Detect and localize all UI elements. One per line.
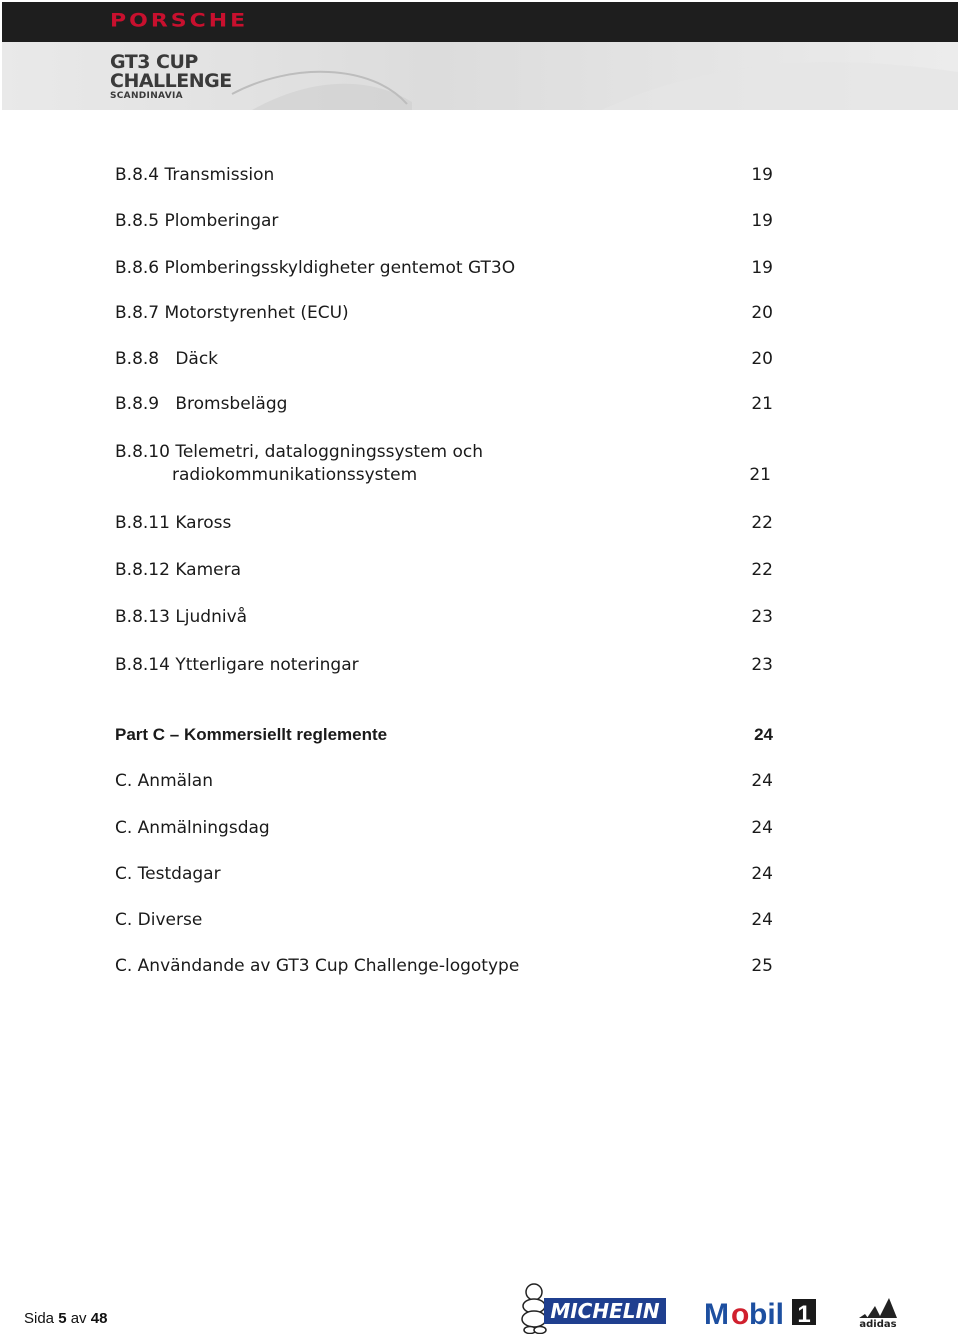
toc-entry-label-continued: radiokommunikationssystem — [172, 465, 418, 485]
toc-entry-page: 19 — [751, 258, 773, 278]
svg-text:M: M — [704, 1298, 729, 1328]
toc-entry-page: 22 — [751, 560, 773, 580]
toc-entry-label: C. Testdagar — [115, 864, 221, 884]
svg-text:1: 1 — [797, 1301, 811, 1328]
toc-entry-page: 23 — [751, 607, 773, 627]
toc-entry-page: 25 — [751, 956, 773, 976]
toc-entry-label: B.8.10 Telemetri, dataloggningssystem och — [115, 442, 483, 462]
adidas-logo — [853, 1296, 903, 1328]
toc-entry-label: B.8.7 Motorstyrenhet (ECU) — [115, 303, 349, 323]
toc-entry-page: 19 — [751, 165, 773, 185]
toc-entry-label: C. Diverse — [115, 910, 203, 930]
toc-entry-label: B.8.14 Ytterligare noteringar — [115, 655, 359, 675]
toc-section-label: Part C – Kommersiellt reglemente — [115, 725, 388, 744]
adidas-wordmark: adidas — [859, 1319, 897, 1328]
toc-entry-page: 24 — [751, 864, 773, 884]
michelin-wordmark: MICHELIN — [550, 1299, 660, 1323]
toc-entry-page: 24 — [751, 771, 773, 791]
porsche-brand-logo: PORSCHE — [110, 10, 249, 32]
toc-entry-page: 20 — [751, 349, 773, 369]
toc-entry-page: 21 — [749, 465, 771, 485]
total-pages-number: 48 — [90, 1310, 108, 1327]
page-number-footer — [24, 1309, 107, 1329]
toc-entry-page: 23 — [751, 655, 773, 675]
svg-text:bil: bil — [749, 1298, 784, 1328]
toc-entry-label: C. Anmälan — [115, 771, 213, 791]
toc-entry-page: 24 — [751, 818, 773, 838]
toc-entry-label: C. Anmälningsdag — [115, 818, 270, 838]
toc-entry-page: 21 — [751, 394, 773, 414]
toc-entry-label: B.8.9 Bromsbelägg — [115, 394, 288, 414]
toc-entry-label: B.8.4 Transmission — [115, 165, 275, 185]
toc-entry-label: B.8.12 Kamera — [115, 560, 242, 580]
toc-entry-label: B.8.11 Kaross — [115, 513, 232, 533]
toc-entry-page: 24 — [751, 910, 773, 930]
toc-entry-page: 22 — [751, 513, 773, 533]
toc-entry-page: 19 — [751, 211, 773, 231]
page-prefix: Sida — [24, 1310, 55, 1327]
toc-section-page: 24 — [754, 725, 773, 744]
svg-text:o: o — [731, 1298, 750, 1328]
toc-entry-label: C. Användande av GT3 Cup Challenge-logotype — [115, 956, 520, 976]
toc-entry-label: B.8.8 Däck — [115, 349, 219, 369]
toc-entry[interactable] — [115, 440, 775, 488]
toc-entry-label: B.8.5 Plomberingar — [115, 211, 279, 231]
toc-entry-label: B.8.6 Plomberingsskyldigheter gentemot GT3O — [115, 258, 516, 278]
toc-entry-page: 20 — [751, 303, 773, 323]
series-title-line1: GT3 CUP — [110, 51, 198, 73]
series-title-line3: SCANDINAVIA — [110, 91, 183, 101]
current-page-number: 5 — [58, 1310, 67, 1327]
michelin-logo — [518, 1280, 668, 1334]
mobil1-logo — [704, 1296, 818, 1328]
page-separator: av — [70, 1310, 87, 1327]
series-title-line2: CHALLENGE — [110, 70, 232, 92]
mobil1-wordmark: Mobil 1 — [704, 1296, 708, 1297]
toc-entry-label: B.8.13 Ljudnivå — [115, 607, 248, 627]
